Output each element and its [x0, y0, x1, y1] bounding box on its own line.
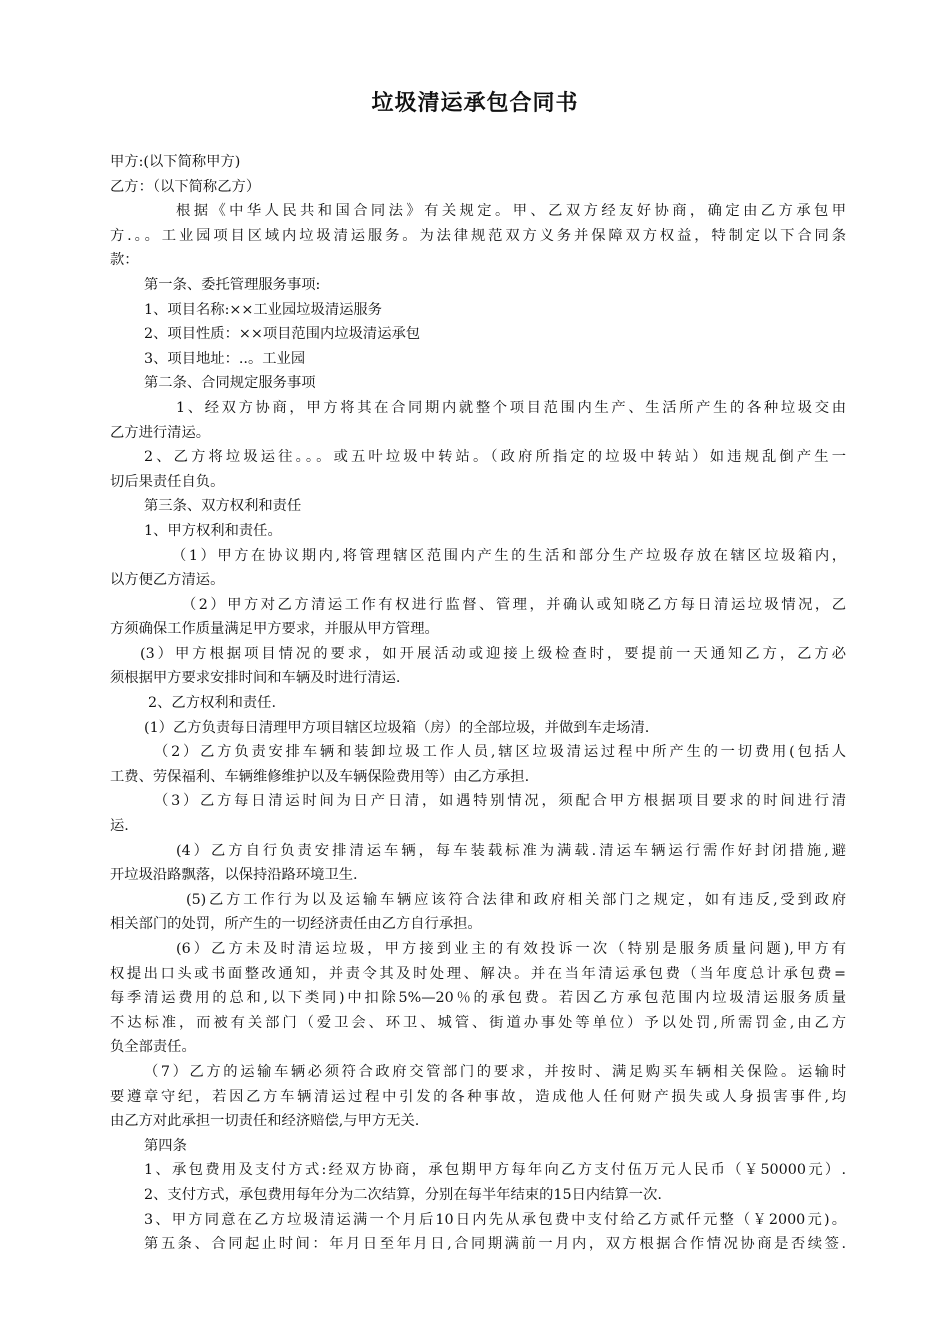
document-title: 垃圾清运承包合同书 — [371, 91, 579, 116]
document-line: 工费、劳保福利、车辆维修维护以及车辆保险费用等）由乙方承担. — [110, 768, 530, 785]
document-line: 乙方：（以下简称乙方） — [110, 178, 261, 195]
document-line: 方须确保工作质量满足甲方要求，并服从甲方管理。 — [110, 621, 439, 638]
document-line: 2、乙方权利和责任. — [148, 695, 277, 712]
document-line: 3、甲方同意在乙方垃圾清运满一个月后10日内先从承包费中支付给乙方贰仟元整（￥2000元)。 — [144, 1211, 846, 1228]
document-line: （7）乙方的运输车辆必须符合政府交管部门的要求，并按时、满足购买车辆相关保险。运输时 — [144, 1063, 846, 1080]
document-line: 权提出口头或书面整改通知，并责令其及时处理、解决。并在当年清运承包费（当年度总计承包费= — [110, 965, 846, 982]
document-line: 开垃圾沿路飘落，以保持沿路环境卫生. — [110, 867, 358, 884]
document-line: 切后果责任自负。 — [110, 473, 225, 490]
document-line: 方.。。工业园项目区域内垃圾清运服务。为法律规范双方义务并保障双方权益，特制定以下合同条 — [110, 227, 846, 244]
document-line: (6）乙方未及时清运垃圾，甲方接到业主的有效投诉一次（特别是服务质量问题),甲方有 — [176, 941, 846, 957]
document-line: 以方便乙方清运。 — [110, 572, 225, 589]
document-line: 第四条 — [144, 1137, 187, 1154]
document-line: （3）乙方每日清运时间为日产日清，如遇特别情况，须配合甲方根据项目要求的时间进行清 — [154, 793, 846, 810]
document-line: 2、乙方将垃圾运往。。。或五叶垃圾中转站。（政府所指定的垃圾中转站）如违规乱倒产生一 — [144, 449, 846, 466]
document-line: (5)乙方工作行为以及运输车辆应该符合法律和政府相关部门之规定，如有违反,受到政府 — [186, 891, 846, 908]
document-line: (3）甲方根据项目情况的要求，如开展活动或迎接上级检查时，要提前一天通知乙方，乙方必 — [140, 645, 846, 662]
document-line: 乙方进行清运。 — [110, 424, 211, 441]
document-line: 2、支付方式，承包费用每年分为二次结算，分别在每半年结束的15日内结算一次. — [144, 1186, 662, 1203]
document-line: 第二条、合同规定服务事项 — [144, 375, 316, 392]
document-line: 3、项目地址：..。工业园 — [144, 350, 306, 367]
document-line: 负全部责任。 — [110, 1039, 196, 1056]
document-line: （2）甲方对乙方清运工作有权进行监督、管理，并确认或知晓乙方每日清运垃圾情况，乙 — [182, 596, 846, 613]
document-line: 由乙方对此承担一切责任和经济赔偿,与甲方无关. — [110, 1113, 420, 1130]
document-line: 须根据甲方要求安排时间和车辆及时进行清运. — [110, 670, 401, 687]
document-line: 第一条、委托管理服务事项: — [144, 276, 321, 293]
document-line: 1、经双方协商，甲方将其在合同期内就整个项目范围内生产、生活所产生的各种垃圾交由 — [176, 399, 846, 416]
document-line: 款： — [110, 252, 139, 269]
document-line: （2）乙方负责安排车辆和装卸垃圾工作人员,辖区垃圾清运过程中所产生的一切费用(包括人 — [154, 744, 846, 761]
document-body — [110, 150, 846, 1257]
document-line: （1）甲方在协议期内,将管理辖区范围内产生的生活和部分生产垃圾存放在辖区垃圾箱内， — [172, 547, 846, 564]
document-line: 每季清运费用的总和,以下类同)中扣除5%—20％的承包费。若因乙方承包范围内垃圾清运服务质量 — [110, 990, 846, 1007]
document-line: 1、项目名称:××工业园垃圾清运服务 — [144, 301, 383, 318]
document-line: 第五条、合同起止时间：年月日至年月日,合同期满前一月内，双方根据合作情况协商是否续签. — [144, 1236, 846, 1253]
document-line: 甲方:(以下简称甲方) — [110, 154, 241, 170]
document-line: (4）乙方自行负责安排清运车辆，每车装载标准为满载.清运车辆运行需作好封闭措施,避 — [176, 842, 846, 859]
document-line: 2、项目性质：××项目范围内垃圾清运承包 — [144, 326, 421, 343]
document-line: 第三条、双方权利和责任 — [144, 498, 302, 515]
document-line: 运. — [110, 818, 129, 835]
document-line: 根据《中华人民共和国合同法》有关规定。甲、乙双方经友好协商，确定由乙方承包甲 — [176, 203, 846, 220]
document-line: 1、承包费用及支付方式:经双方协商，承包期甲方每年向乙方支付伍万元人民币（￥50000元）. — [144, 1162, 846, 1179]
document-line: 要遵章守纪，若因乙方车辆清运过程中引发的各种事故，造成他人任何财产损失或人身损害事件,均 — [110, 1088, 846, 1105]
document-line: 1、甲方权利和责任。 — [144, 522, 282, 539]
document-line: (1）乙方负责每日清理甲方项目辖区垃圾箱（房）的全部垃圾，并做到车走场清. — [144, 719, 650, 736]
document-line: 不达标准，而被有关部门（爱卫会、环卫、城管、街道办事处等单位）予以处罚,所需罚金,由乙方 — [110, 1014, 846, 1031]
document-line: 相关部门的处罚，所产生的一切经济责任由乙方自行承担。 — [110, 916, 482, 933]
